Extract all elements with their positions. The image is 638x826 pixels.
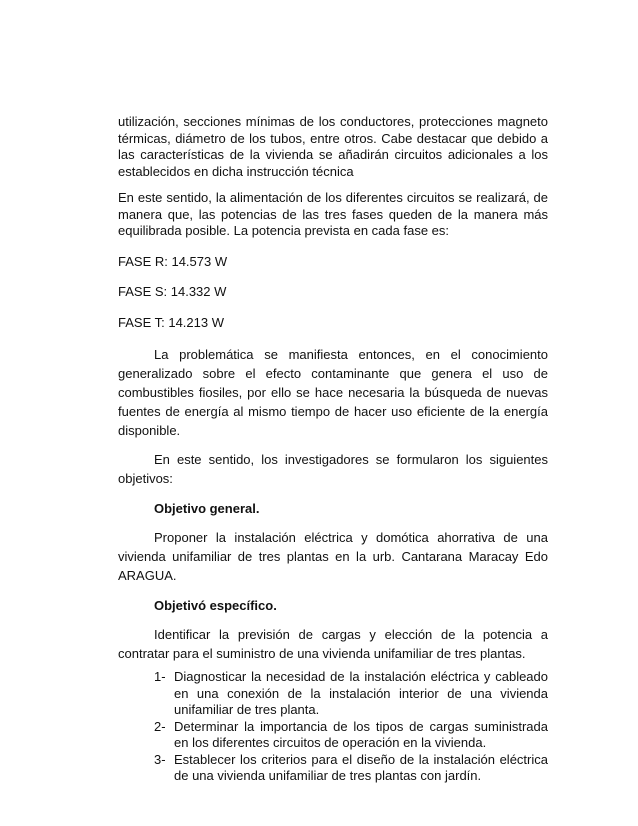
list-item-number: 3-: [154, 751, 166, 767]
heading-specific-objectives: Objetivó específico.: [154, 598, 277, 613]
list-item: [154, 669, 548, 719]
list-item-text: Determinar la importancia de los tipos de cargas suministrada en los diferentes circuitos de operación en la vivienda.: [174, 718, 548, 750]
paragraph-objectives-intro: En este sentido, los investigadores se formularon los siguientes objetivos:: [118, 452, 548, 486]
document-body: [118, 114, 548, 785]
phase-s-value: FASE S: 14.332 W: [118, 284, 227, 299]
heading-general-objective: Objetivo general.: [154, 501, 260, 516]
paragraph-requirements: utilización, secciones mínimas de los conductores, protecciones magneto térmicas, diámetro de los tubos, entre otros. Cabe destacar que debido a las características de la vivienda se añadirán circuitos adicionales a los establecidos en dicha instrucción técnica: [118, 114, 548, 179]
specific-objectives-list: [118, 669, 548, 785]
list-item-number: 1-: [154, 669, 166, 684]
paragraph-problem: La problemática se manifiesta entonces, en el conocimiento generalizado sobre el efecto contaminante que genera el uso de combustibles fiosiles, por ello se hace necesaria la búsqueda de nuevas fuentes de energía al mismo tiempo de hacer uso eficiente de la energía disponible.: [118, 347, 548, 438]
list-item-text: Diagnosticar la necesidad de la instalación eléctrica y cableado en una conexión de la instalación interior de una vivienda unifamiliar de tres planta.: [174, 669, 548, 717]
list-item-number: 2-: [154, 718, 166, 734]
list-item-text: Establecer los criterios para el diseño de la instalación eléctrica de una vivienda unifamiliar de tres plantas con jardín.: [174, 751, 548, 783]
paragraph-power-distribution: En este sentido, la alimentación de los diferentes circuitos se realizará, de manera que, las potencias de las tres fases queden de la manera más equilibrada posible. La potencia prevista en cada fase es:: [118, 190, 548, 238]
general-objective-text: Proponer la instalación eléctrica y domótica ahorrativa de una vivienda unifamiliar de tres plantas en la urb. Cantarana Maracay Edo ARAGUA.: [118, 530, 548, 583]
list-item: [154, 752, 548, 785]
phase-r-value: FASE R: 14.573 W: [118, 253, 228, 269]
phase-t-value: FASE T: 14.213 W: [118, 314, 224, 330]
list-item: [154, 719, 548, 752]
specific-objectives-intro: Identificar la previsión de cargas y elección de la potencia a contratar para el suministro de una vivienda unifamiliar de tres plantas.: [118, 627, 548, 661]
